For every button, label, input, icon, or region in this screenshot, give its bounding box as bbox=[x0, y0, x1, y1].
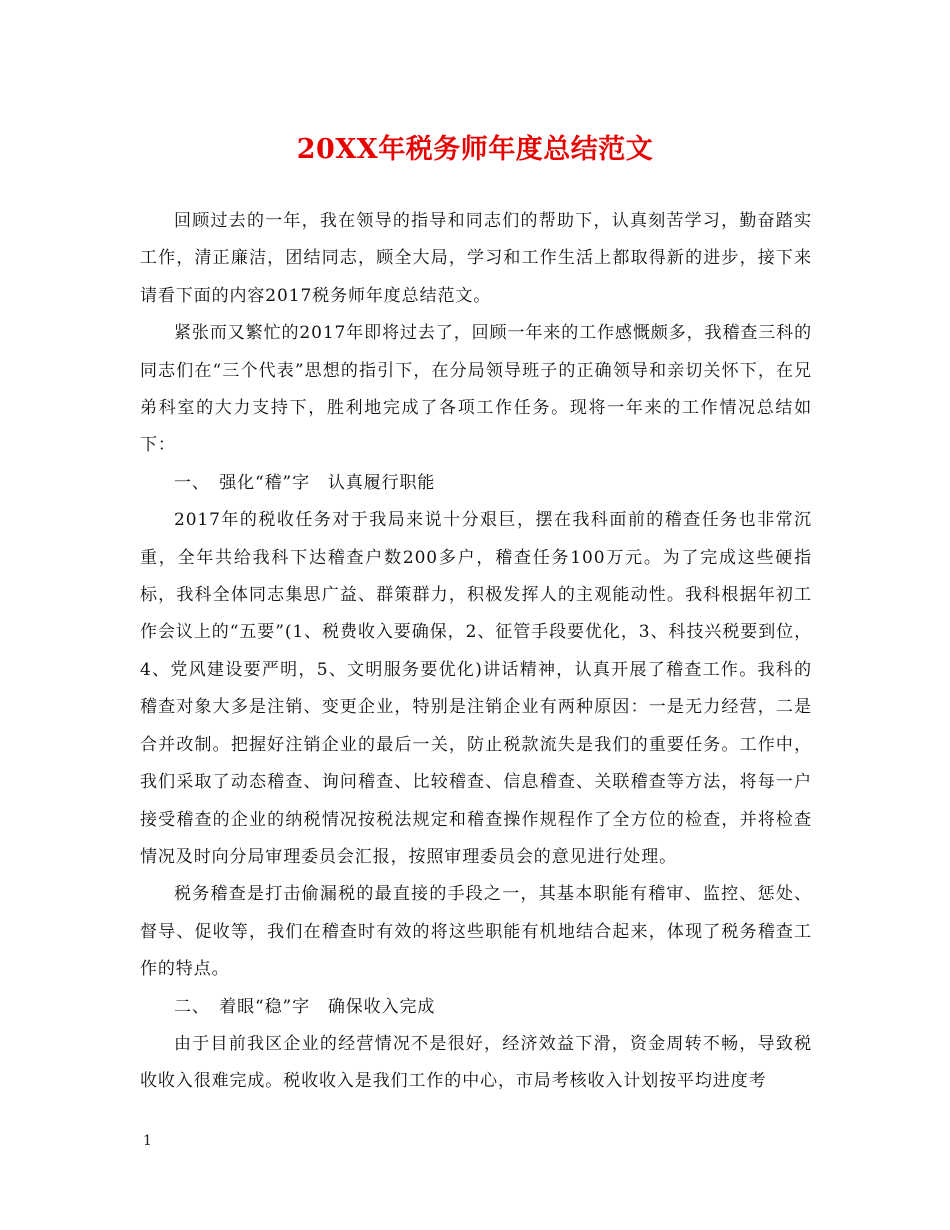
document-body bbox=[140, 203, 812, 1101]
section-heading-1: 一、 强化“稽”字 认真履行职能 bbox=[174, 472, 436, 493]
paragraph-revenue: 由于目前我区企业的经营情况不是很好，经济效益下滑，资金周转不畅，导致税收收入很难完成。税收收入是我们工作的中心，市局考核收入计划按平均进度考 bbox=[140, 1033, 812, 1092]
document-title: 20XX年税务师年度总结范文 bbox=[296, 134, 654, 165]
paragraph-inspection-functions: 税务稽查是打击偷漏税的最直接的手段之一，其基本职能有稽审、监控、惩处、督导、促收等，我们在稽查时有效的将这些职能有机地结合起来，体现了税务稽查工作的特点。 bbox=[140, 884, 812, 980]
section-heading-2: 二、 着眼“稳”字 确保收入完成 bbox=[174, 996, 436, 1017]
page-number: 1 bbox=[143, 1133, 152, 1149]
paragraph-intro: 回顾过去的一年，我在领导的指导和同志们的帮助下，认真刻苦学习，勤奋踏实工作，清正廉洁，团结同志，顾全大局，学习和工作生活上都取得新的进步，接下来请看下面的内容2017税务师年度总结范文。 bbox=[140, 211, 812, 306]
paragraph-overview: 紧张而又繁忙的2017年即将过去了，回顾一年来的工作感慨颇多，我稽查三科的同志们在“三个代表”思想的指引下，在分局领导班子的正确领导和亲切关怀下，在兄弟科室的大力支持下，胜利地完成了各项工作任务。现将一年来的工作情况总结如下： bbox=[140, 323, 812, 456]
paragraph-inspection-tasks: 2017年的税收任务对于我局来说十分艰巨，摆在我科面前的稽查任务也非常沉重，全年共给我科下达稽查户数200多户，稽查任务100万元。为了完成这些硬指标，我科全体同志集思广益、群策群力，积极发挥人的主观能动性。我科根据年初工作会议上的“五要”(1、税费收入要确保，2、征管手段要优化，3、科技兴税要到位，4、党风建设要严明，5、文明服务要优化)讲话精神，认真开展了稽查工作。我科的稽查对象大多是注销、变更企业，特别是注销企业有两种原因：一是无力经营，二是合并改制。把握好注销企业的最后一关，防止税款流失是我们的重要任务。工作中，我们采取了动态稽查、询问稽查、比较稽查、信息稽查、关联稽查等方法，将每一户接受稽查的企业的纳税情况按税法规定和稽查操作规程作了全方位的检查，并将检查情况及时向分局审理委员会汇报，按照审理委员会的意见进行处理。 bbox=[140, 510, 812, 867]
